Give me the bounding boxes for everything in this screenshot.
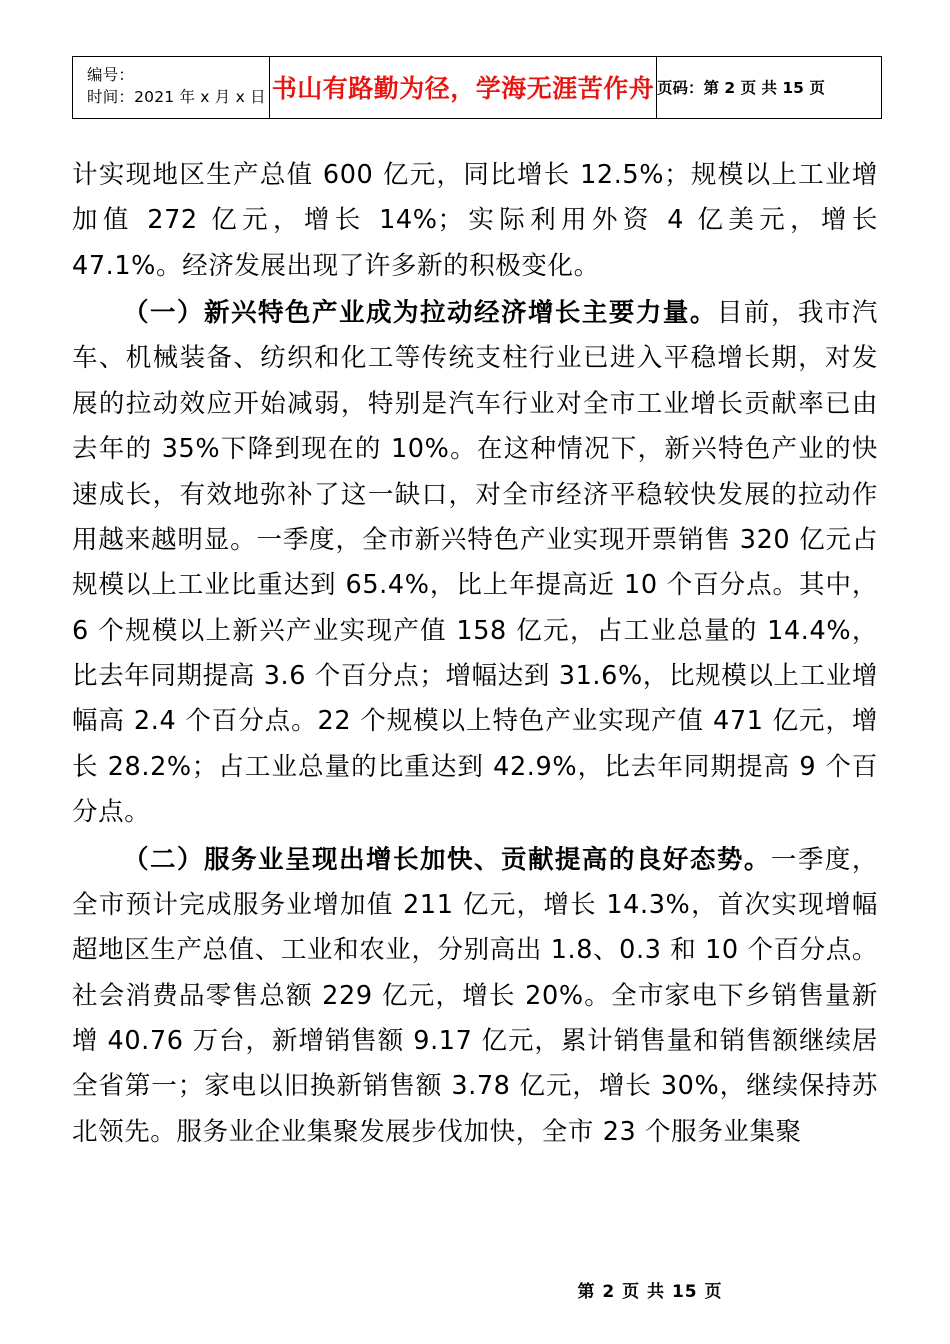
page-footer — [72, 1277, 878, 1302]
paragraph-2: （一）新兴特色产业成为拉动经济增长主要力量。目前，我市汽车、机械装备、纺织和化工等传统支柱行业已进入平稳增长期，对发展的拉动效应开始减弱，特别是汽车行业对全市工业增长贡献率已由去年的 35%下降到现在的 10%。在这种情况下，新兴特色产业的快速成长，有效地弥补了这一缺口，对全市经济平稳较快发展的拉动作用越来越明显。一季度，全市新兴特色产业实现开票销售 320 亿元占规模以上工业比重达到 65.4%，比上年提高近 10 个百分点。其中，6 个规模以上新兴产业实现产值 158 亿元，占工业总量的 14.4%，比去年同期提高 3.6 个百分点；增幅达到 31.6%，比规模以上工业增幅高 2.4 个百分点。22 个规模以上特色产业实现产值 471 亿元，增长 28.2%；占工业总量的比重达到 42.9%，比去年同期提高 9 个百分点。 — [72, 298, 879, 828]
paragraph-lead-heading: （一）新兴特色产业成为拉动经济增长主要力量。 — [123, 298, 717, 329]
header-page-info: 页码：第 2 页 共 15 页 — [657, 79, 825, 98]
document-body — [72, 153, 878, 1155]
header-time-label: 时间：2021 年 x 月 x 日 — [87, 88, 266, 107]
header-row — [73, 57, 882, 119]
page-header-table — [72, 56, 882, 119]
header-slogan: 书山有路勤为径，学海无涯苦作舟 — [271, 74, 655, 104]
header-meta-block — [73, 57, 269, 118]
header-meta-cell — [73, 57, 270, 119]
header-pageinfo-cell — [657, 57, 882, 119]
footer-page-number: 第 2 页 共 15 页 — [577, 1282, 723, 1302]
paragraph-1: 计实现地区生产总值 600 亿元，同比增长 12.5%；规模以上工业增加值 272 亿元，增长 14%；实际利用外资 4 亿美元，增长 47.1%。经济发展出现了许多新的积极变化。 — [72, 159, 878, 281]
paragraph-lead-heading: （二）服务业呈现出增长加快、贡献提高的良好态势。 — [123, 844, 771, 875]
header-number-label: 编号： — [87, 66, 135, 84]
paragraph-3: （二）服务业呈现出增长加快、贡献提高的良好态势。一季度，全市预计完成服务业增加值 211 亿元，增长 14.3%，首次实现增幅超地区生产总值、工业和农业，分别高出 1.8、0.3 和 10 个百分点。社会消费品零售总额 229 亿元，增长 20%。全市家电下乡销售量新增 40.76 万台，新增销售额 9.17 亿元，累计销售量和销售额继续居全省第一；家电以旧换新销售额 3.78 亿元，增长 30%，继续保持苏北领先。服务业企业集聚发展步伐加快，全市 23 个服务业集聚 — [72, 844, 878, 1147]
header-slogan-cell — [270, 57, 657, 119]
